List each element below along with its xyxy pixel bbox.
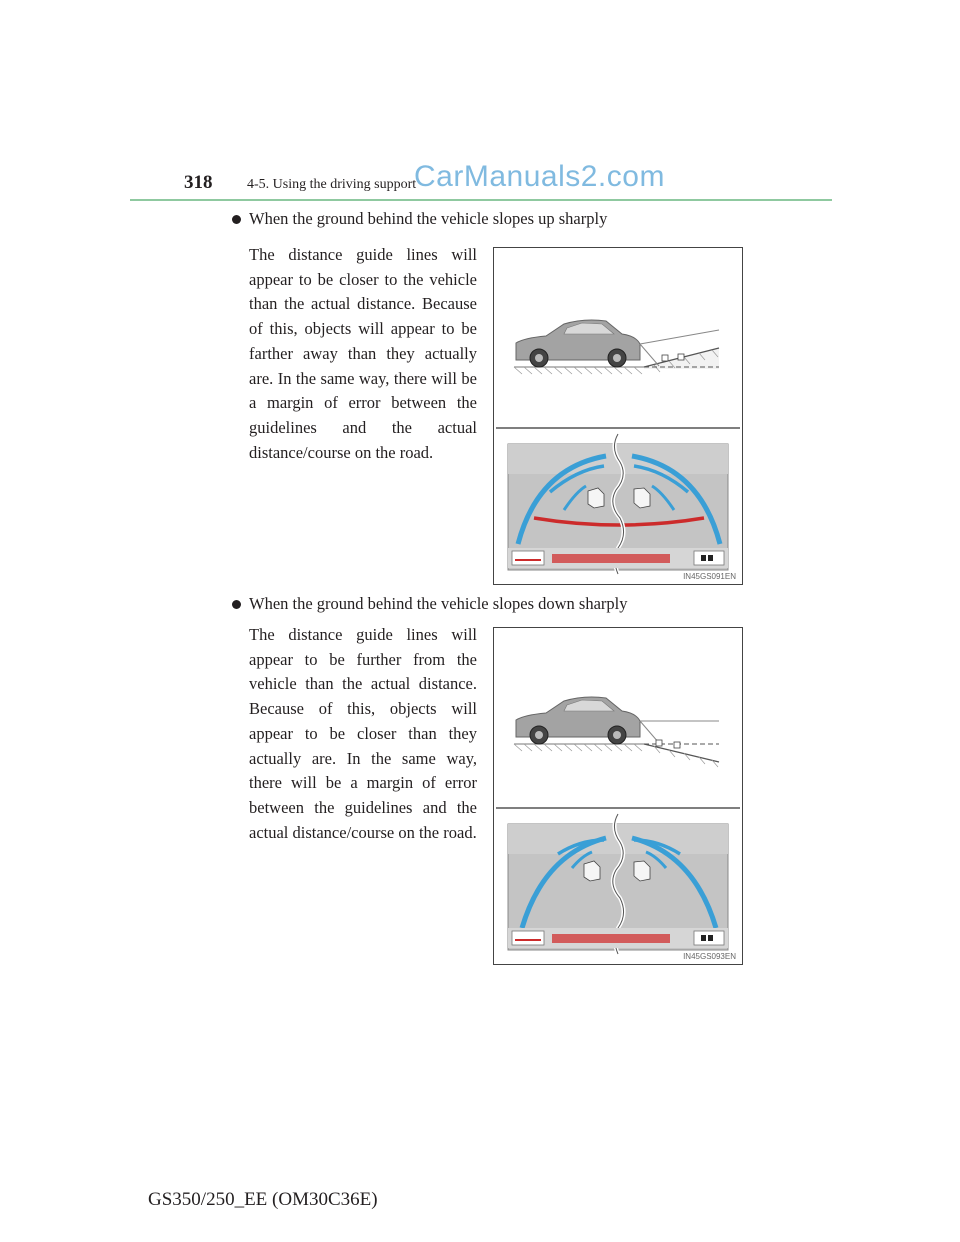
figure-illustration [494, 628, 742, 964]
figure-slope-down [493, 627, 743, 965]
bullet-text: When the ground behind the vehicle slopes up sharply [249, 209, 608, 228]
paragraph-text: The distance guide lines will appear to be closer to the vehicle than the actual distance. Because of this, objects will appear to be farther away than they actually are. In the same way, there will be a margin of error between the guidelines and the actual distance/course on the road. [249, 245, 477, 462]
figure-slope-up [493, 247, 743, 585]
figure-code: IN45GS091EN [683, 572, 736, 581]
figure-code: IN45GS093EN [683, 952, 736, 961]
bullet-slope-up [232, 209, 607, 229]
paragraph-text: The distance guide lines will appear to be further from the vehicle than the actual distance. Because of this, objects will appear to be closer than they actually are. In the same way, there will be a margin of error between the guidelines and the actual distance/course on the road. [249, 625, 477, 842]
page-footer: GS350/250_EE (OM30C36E) [148, 1189, 378, 1210]
header-rule [130, 199, 832, 201]
page-number: 318 [184, 172, 213, 193]
bullet-text: When the ground behind the vehicle slopes down sharply [249, 594, 628, 613]
bullet-icon [232, 215, 241, 224]
page-header [184, 160, 834, 200]
bullet-slope-down [232, 594, 628, 614]
section-title: 4-5. Using the driving support [247, 177, 417, 192]
figure-illustration [494, 248, 742, 584]
paragraph-slope-up [249, 243, 477, 465]
watermark: CarManuals2.com [414, 160, 665, 193]
bullet-icon [232, 600, 241, 609]
paragraph-slope-down [249, 623, 477, 845]
